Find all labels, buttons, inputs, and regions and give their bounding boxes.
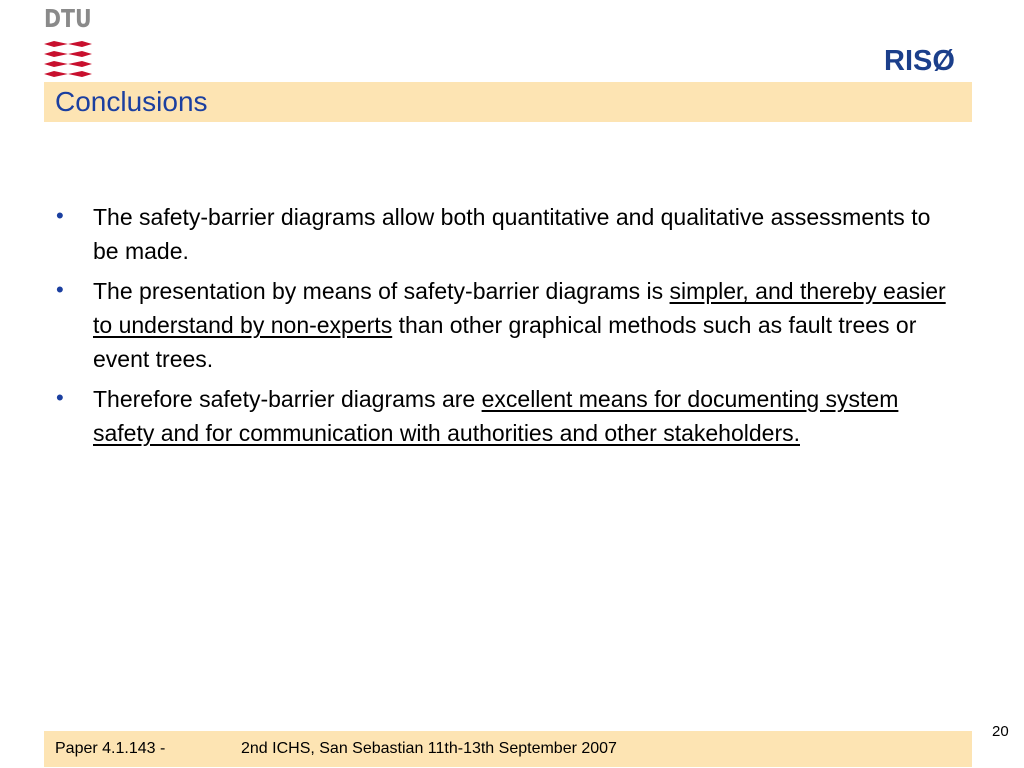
bullet-item [52,274,952,376]
bullet-list [52,200,952,456]
bullet-text: than other graphical methods such as fault trees or event trees. [93,312,917,372]
riso-logo: RISØ [884,45,955,77]
footer-bar [44,731,972,767]
bullet-text: Therefore safety-barrier diagrams are [93,386,482,412]
bullet-text: The safety-barrier diagrams allow both quantitative and qualitative assessments to be made. [93,204,931,264]
bullet-text: The presentation by means of safety-barrier diagrams is [93,278,670,304]
bullet-item [52,200,952,268]
bullet-dot-icon: • [56,385,64,410]
footer-conference: 2nd ICHS, San Sebastian 11th-13th September 2007 [241,740,617,757]
dtu-logo-text: DTU [44,4,92,33]
slide-title: Conclusions [55,86,208,117]
bullet-item [52,382,952,450]
bullet-dot-icon: • [56,203,64,228]
page-number: 20 [992,723,1009,740]
footer-paper-ref: Paper 4.1.143 - [55,740,166,757]
bullet-dot-icon: • [56,277,64,302]
bullet-emphasis-text: simpler, and thereby easier to understand by non-experts [93,278,946,338]
bullet-emphasis-text: excellent means for documenting system safety and for communication with authorities and other stakeholders. [93,386,899,446]
dtu-logo-mark-icon [44,41,92,79]
dtu-logo [44,6,94,78]
title-bar [44,82,972,122]
